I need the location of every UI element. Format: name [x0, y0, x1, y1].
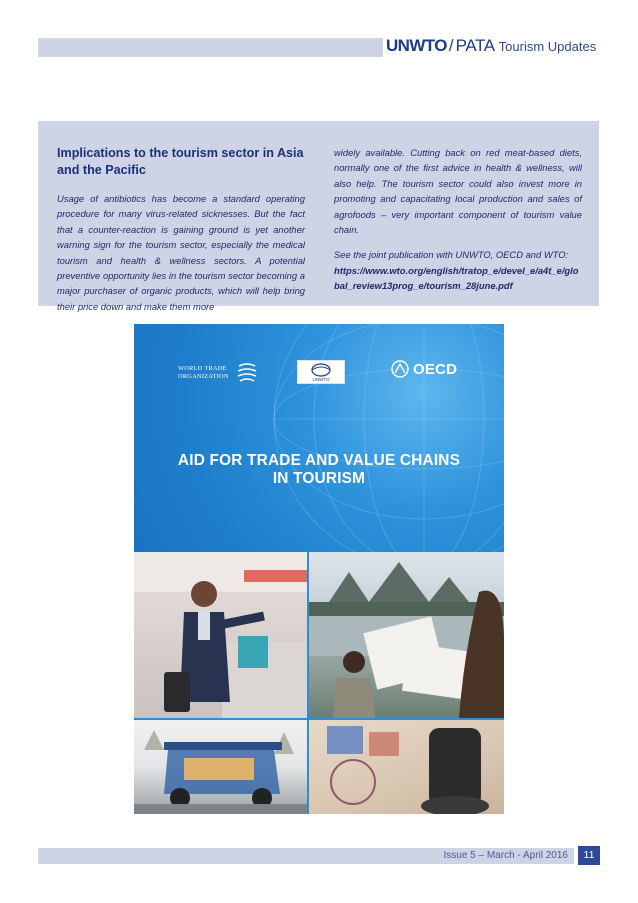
- globe-graphic: [134, 324, 504, 552]
- publication-cover: [134, 324, 504, 814]
- wto-logo: [178, 362, 257, 384]
- cover-title: [134, 452, 504, 488]
- unwto-logo-text: UNWTO: [312, 377, 330, 382]
- wto-logo-line1: WORLD TRADE: [178, 365, 227, 372]
- wto-logo-text: [178, 365, 229, 381]
- see-also-text: See the joint publication with UNWTO, OECD and WTO:: [334, 249, 569, 261]
- cover-title-line2: IN TOURISM: [272, 470, 366, 487]
- info-box-right-paragraph: widely available. Cutting back on red meat-based diets, normally one of the first advice in health & wellness, will also help. The tourism sector could also invest more in promoting and capacitating local production and sales of agrofoods – very important component of tourism value chain.: [334, 147, 582, 236]
- photo-angkor-temple: [309, 552, 504, 718]
- photo-business-traveler: [134, 552, 307, 718]
- angkor-temple-image: [309, 552, 504, 718]
- info-box-left-paragraph: Usage of antibiotics has become a standard operating procedure for many virus-related sicknesses. But the fact that a counter-reaction is gaining ground is yet another warning sign for the tourism sector, especially the medical tourism and health & wellness sectors. A potential preventive opportunity lies in the tourism sector becoming a major purchaser of organic products, which will help bring their price down and make them more: [57, 193, 305, 312]
- header-bar: [38, 38, 383, 57]
- wto-emblem-icon: [237, 362, 257, 384]
- brand-pata: PATA: [455, 36, 495, 55]
- info-box-left-column: [57, 145, 305, 314]
- cover-top-panel: [134, 324, 504, 552]
- oecd-emblem-icon: [391, 360, 409, 378]
- brand-separator: /: [448, 36, 454, 55]
- info-box-heading: Implications to the tourism sector in Asia and the Pacific: [57, 146, 304, 177]
- oecd-logo-text: OECD: [413, 360, 458, 378]
- oecd-logo: [391, 360, 457, 378]
- tuktuk-image: [134, 720, 307, 814]
- page-number: 11: [578, 846, 600, 865]
- cover-title-line1: AID FOR TRADE AND VALUE CHAINS: [177, 452, 461, 469]
- brand-subtitle: Tourism Updates: [498, 39, 597, 54]
- footer-issue: Issue 5 – March - April 2016: [443, 850, 568, 861]
- photo-passport-stamp: [309, 720, 504, 814]
- wto-logo-line2: ORGANIZATION: [178, 373, 229, 380]
- photo-tuktuk: [134, 720, 307, 814]
- header-brand: [386, 36, 596, 58]
- publication-link[interactable]: https://www.wto.org/english/tratop_e/devel_e/a4t_e/global_review13prog_e/tourism_28june.pdf: [334, 264, 579, 292]
- info-box-right-column: [334, 145, 582, 294]
- brand-unwto: UNWTO: [386, 36, 447, 55]
- unwto-emblem-icon: [298, 361, 344, 383]
- info-box: [38, 121, 599, 312]
- business-traveler-image: [134, 552, 307, 718]
- unwto-logo: [297, 360, 345, 384]
- passport-stamp-image: [309, 720, 504, 814]
